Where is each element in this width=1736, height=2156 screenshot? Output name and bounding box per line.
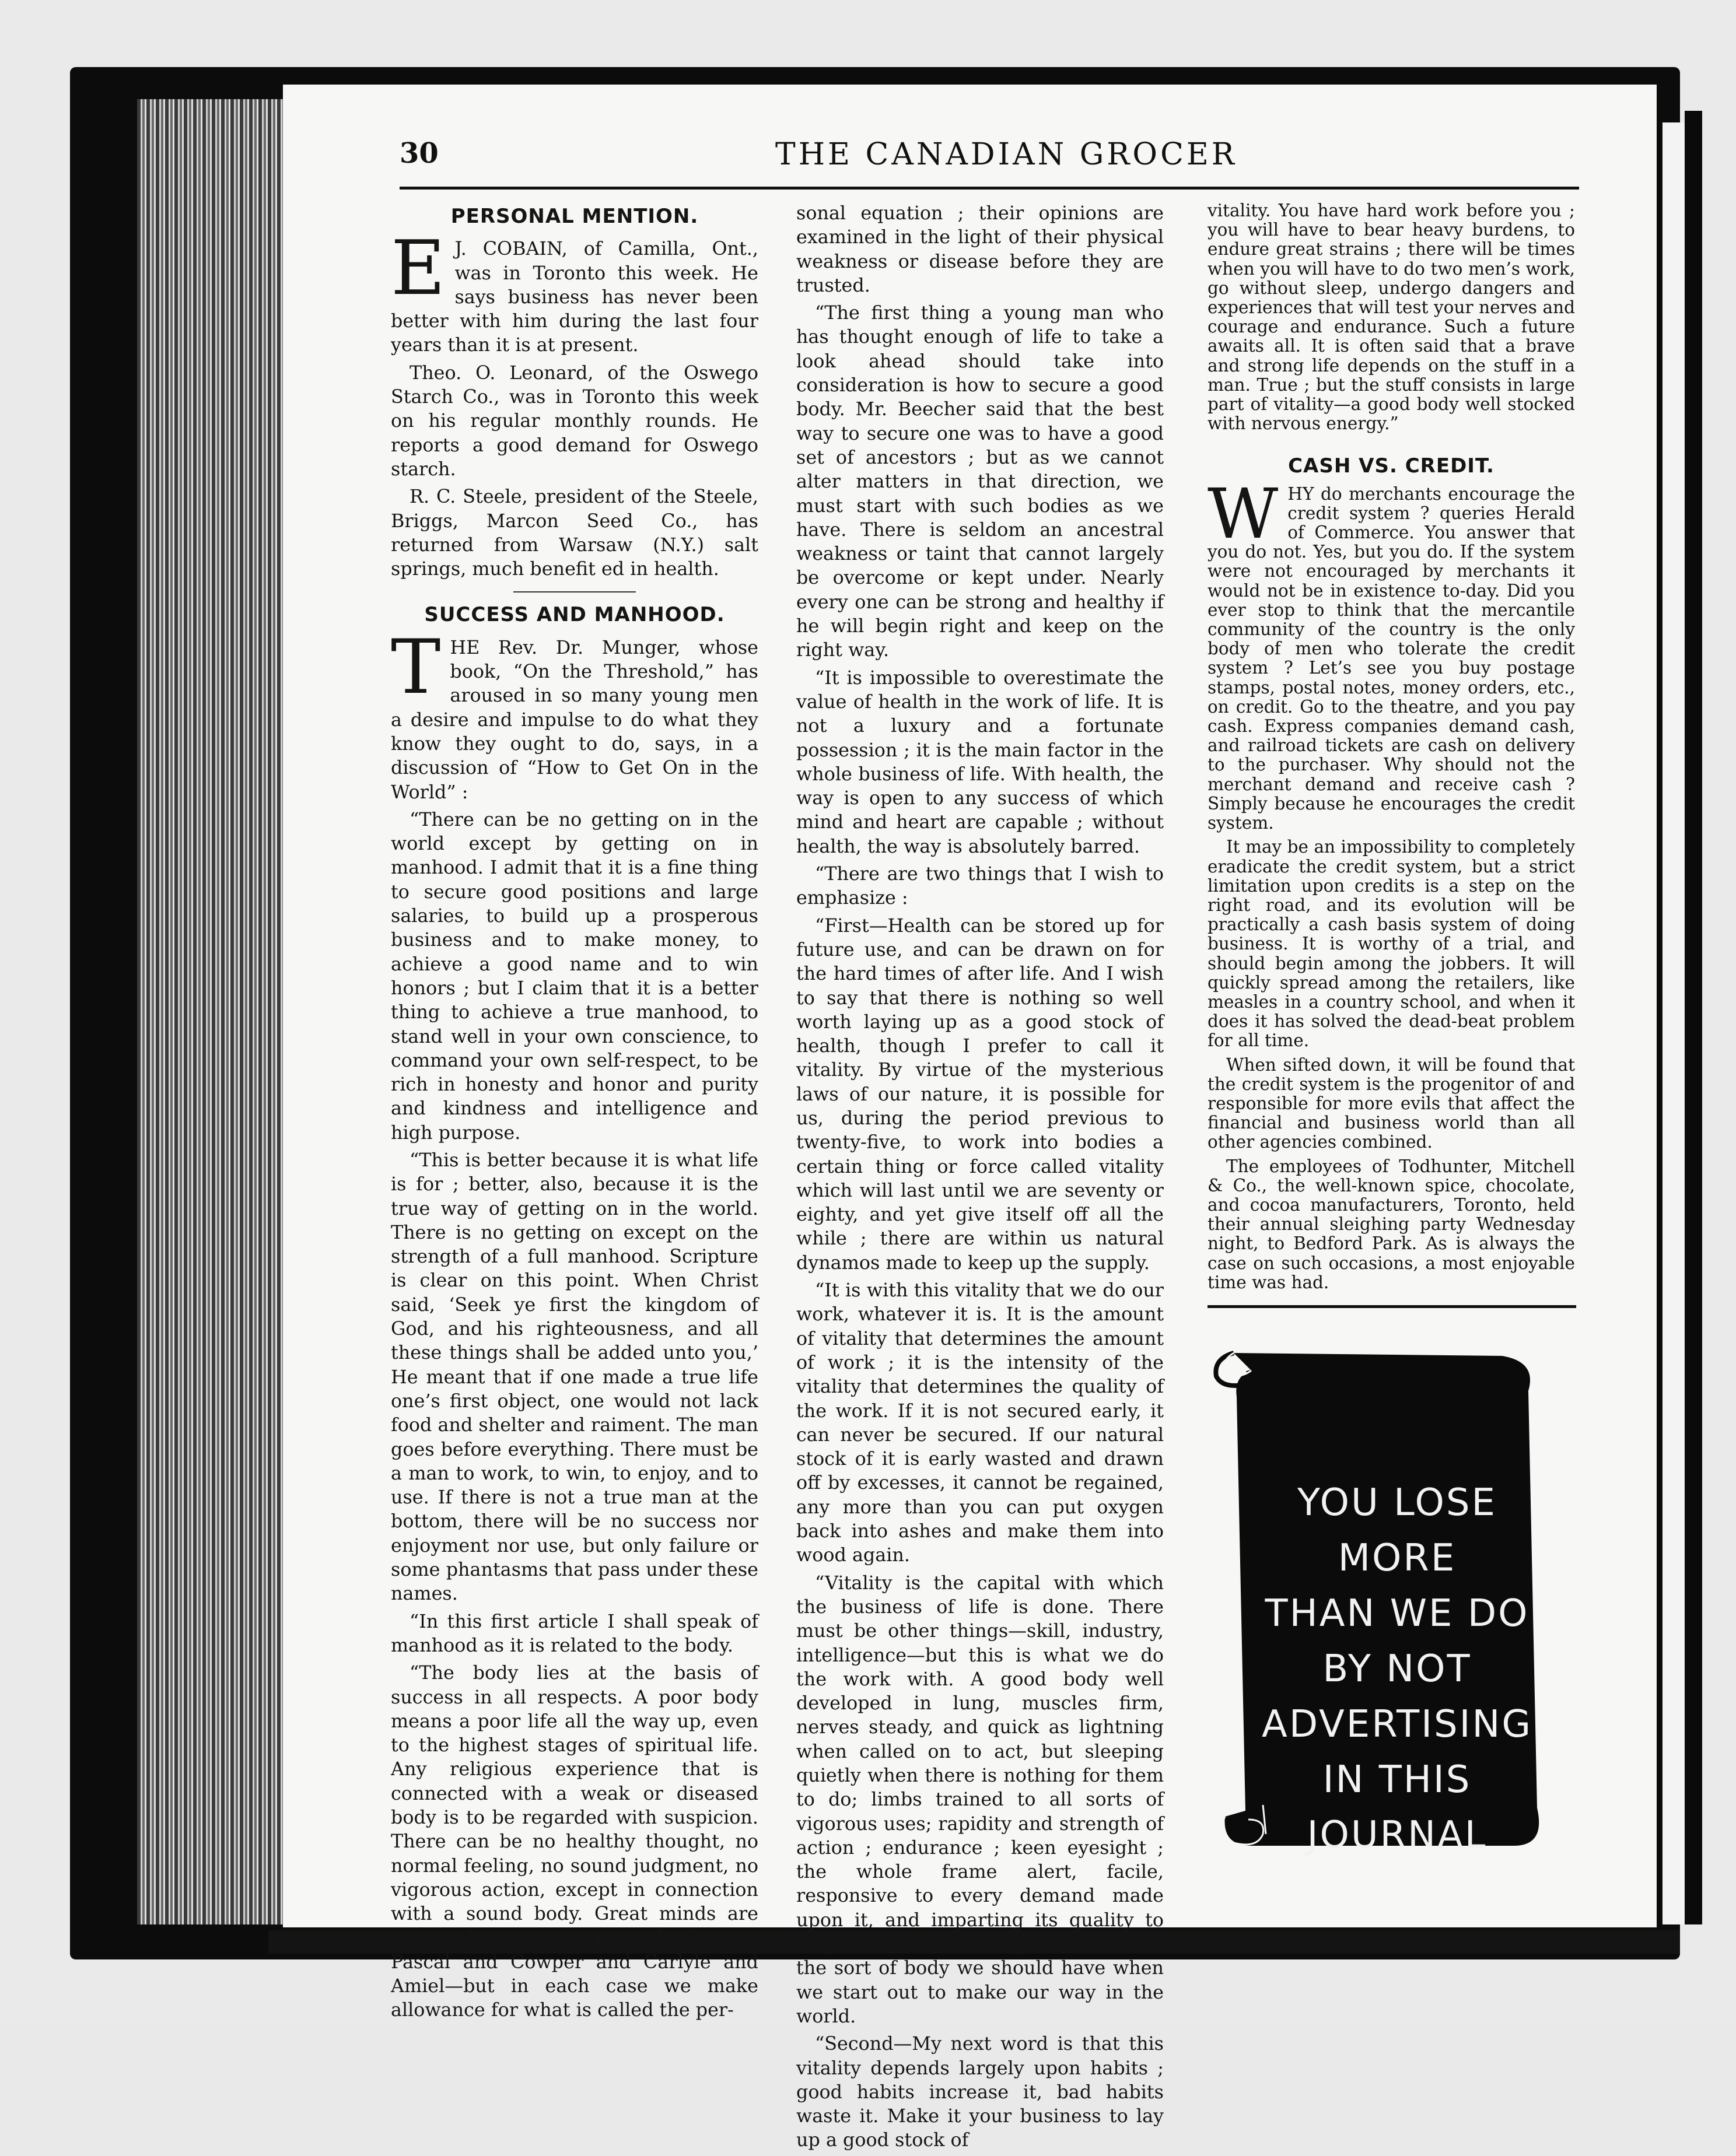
article-paragraph: “First—Health can be stored up for future use, and can be drawn on for the hard times of after life. And I wish to say that there is nothing so well worth laying up as a good stock of health, though I prefer to call it vitality. By virtue of the mysterious laws of our nature, it is possible for us, during the period previous to twenty-five, to work into bodies a certain thing or force called vitality which will last until we are seventy or eighty, and yet give itself off all the while ; there are within us natural dynamos made to keep up the supply. <box>796 914 1164 1274</box>
page-number: 30 <box>400 137 439 170</box>
page-header <box>400 137 1613 184</box>
scroll-advertisement <box>1210 1344 1584 1857</box>
article-paragraph: “The first thing a young man who has thought enough of life to take a look ahead should take into consideration is how to secure a good body. Mr. Beecher said that the best way to secure one was to have a good set of ancestors ; but as we cannot alter matters in that direction, we must start with such bodies as we have. There is seldom an ancestral weakness or taint that cannot largely be overcome or kept under. Nearly every one can be strong and healthy if he will begin right and keep on the right way. <box>796 302 1164 661</box>
drop-cap: E <box>391 225 446 313</box>
personal-mention-heading: PERSONAL MENTION. <box>450 205 699 228</box>
book-page-edges <box>137 99 289 1924</box>
article-paragraph: “Vitality is the capital with which the business of life is done. There must be other things—skill, industry, intelligence—but this is what we do the work with. A good body well developed in lung, muscles firm, nerves steady, and quick as lightning when called on to act, but sleeping quietly when there is nothing for them to do; limbs trained to all sorts of vigorous uses; rapidity and strength of action ; endurance ; keen eyesight ; the whole frame alert, facile, responsive to every demand made upon it, and imparting its quality to step, voice, eye and gesture—this is the sort of body we should have when we start out to make our way in the world. <box>796 1572 1164 2027</box>
facing-page-strip <box>1662 122 1685 1924</box>
article-paragraph: “The body lies at the basis of success in all respects. A poor body means a poor life all the way up, even to the highest stages of spiritual life. Any religious experience that is connected with a weak or diseased body is to be regarded with suspicion. There can be no healthy thought, no normal feeling, no sound judgment, no vigorous action, except in connection with a sound body. Great minds are often shut up in poor bodies—as Pascal and Cowper and Carlyle and Amiel—but in each case we make allowance for what is called the per- <box>391 1662 758 2021</box>
personal-mention-paragraph: R. C. Steele, president of the Steele, Briggs, Marcon Seed Co., has returned from Warsaw (N.Y.) salt springs, much benefit ed in health. <box>391 486 758 580</box>
advertisement-text <box>1240 1475 1555 1863</box>
personal-mention-paragraph: Theo. O. Leonard, of the Oswego Starch Co., was in Toronto this week on his regular monthly rounds. He reports a good demand for Oswego starch. <box>391 362 758 480</box>
article-paragraph: “Second—My next word is that this vitality depends largely upon habits ; good habits increase it, bad habits waste it. Make it your business to lay up a good stock of <box>796 2033 1164 2151</box>
article-paragraph: “This is better because it is what life is for ; better, also, because it is the true way of getting on in the world. There is no getting on except on the strength of a full manhood. Scripture is clear on this point. When Christ said, ‘Seek ye first the kingdom of God, and his righteousness, and all these things shall be added unto you,’ He meant that if one made a true life one’s first object, one would not lack food and shelter and raiment. The man goes before everything. There must be a man to work, to win, to enjoy, and to use. If there is not a true man at the bottom, there will be no success nor enjoyment nor use, but only failure or some phantasms that pass under these names. <box>391 1149 758 1605</box>
drop-cap: W <box>1208 473 1279 554</box>
todhunter-notice: The employees of Todhunter, Mitchell & Co., the well-known spice, chocolate, and cocoa manufacturers, Toronto, held their annual sleighing party Wednesday night, to Bedford Park. As is always the case on such occasions, a most enjoyable time was had. <box>1208 1156 1575 1292</box>
section-rule <box>1208 1305 1576 1308</box>
article-paragraph: “There are two things that I wish to emphasize : <box>796 863 1164 909</box>
cash-credit-heading: CASH VS. CREDIT. <box>1288 454 1494 478</box>
ad-line: IN THIS <box>1322 1758 1472 1801</box>
personal-mention-paragraph: E J. COBAIN, of Camilla, Ont., was in Toronto this week. He says business has never been better with him during the last four years than it is at present. <box>391 225 758 356</box>
article-paragraph: sonal equation ; their opinions are examined in the light of their physical weakness or disease before they are trusted. <box>796 202 1164 296</box>
book-right-edge <box>1685 111 1702 1924</box>
article-paragraph: THE Rev. Dr. Munger, whose book, “On the Threshold,” has aroused in so many young men a desire and impulse to do what they know they ought to do, says, in a discussion of “How to Get On in the World” : <box>391 623 758 803</box>
column-3 <box>1208 201 1575 1308</box>
cash-credit-paragraph: It may be an impossibility to completely eradicate the credit system, but a strict limitation upon credits is a step on the right road, and its evolution will be practically a cash basis system of doing business. It is worthy of a trial, and should begin among the jobbers. It will quickly spread among the retailers, like measles in a country school, and when it does it has solved the dead-beat problem for all time. <box>1208 837 1575 1051</box>
article-paragraph: “In this first article I shall speak of manhood as it is related to the body. <box>391 1610 758 1656</box>
journal-title: THE CANADIAN GROCER <box>775 137 1237 172</box>
cash-credit-paragraph: WHY do merchants encourage the credit system ? queries Herald of Commerce. You answer that you do not. Yes, but you do. If the system were not encouraged by merchants it would not be in existence to-day. Did you ever stop to think that the mercantile community of the country is the only body of men who tolerate the credit system ? Let’s see you buy postage stamps, postal notes, money orders, etc., on credit. Go to the theatre, and you pay cash. Express companies demand cash, and railroad tickets are cash on delivery to the purchaser. Why should not the merchant demand and receive cash ? Simply because he encourages the credit system. <box>1208 473 1575 833</box>
ad-line: THAN WE DO <box>1265 1592 1530 1635</box>
column-2 <box>796 201 1164 2156</box>
ad-line: JOURNAL <box>1307 1814 1488 1857</box>
article-paragraph: “It is impossible to overestimate the value of health in the work of life. It is not a luxury and a fortunate possession ; it is the main factor in the whole business of life. With health, the way is open to any success of which mind and heart are capable ; without health, the way is absolutely barred. <box>796 667 1164 857</box>
newspaper-page <box>283 85 1657 2151</box>
success-manhood-heading: SUCCESS AND MANHOOD. <box>424 603 725 627</box>
article-paragraph: “There can be no getting on in the world except by getting on in manhood. I admit that it is a fine thing to secure good positions and large salaries, to build up a prosperous business and to make money, to achieve a good name and to win honors ; but I claim that it is a better thing to achieve a true manhood, to stand well in your own conscience, to command your own self-respect, to be rich in honesty and honor and purity and kindness and intelligence and high purpose. <box>391 808 758 1144</box>
column-1 <box>391 201 758 2026</box>
ad-line: MORE <box>1338 1537 1457 1580</box>
drop-cap: T <box>391 623 441 711</box>
cash-credit-paragraph: When sifted down, it will be found that the credit system is the progenitor of and responsible for more evils that affect the financial and business world than all other agencies combined. <box>1208 1054 1575 1152</box>
ad-line: ADVERTISING <box>1262 1703 1532 1746</box>
header-rule <box>400 187 1579 190</box>
ad-line: YOU LOSE <box>1297 1481 1497 1524</box>
ad-line: BY NOT <box>1322 1647 1472 1691</box>
section-divider <box>513 591 636 593</box>
article-paragraph: “It is with this vitality that we do our work, whatever it is. It is the amount of vitality that determines the amount of work ; it is the intensity of the vitality that determines the quality of the work. If it is not secured early, it can never be secured. If our natural stock of it is early wasted and drawn off by excesses, it cannot be regained, any more than you can put oxygen back into ashes and make them into wood again. <box>796 1279 1164 1566</box>
article-paragraph: vitality. You have hard work before you ; you will have to bear heavy burdens, to endure great strains ; there will be times when you will have to do two men’s work, go without sleep, undergo dangers and experiences that will test your nerves and courage and endurance. Such a future awaits all. It is often said that a brave and strong life depends on the stuff in a man. True ; but the stuff consists in large part of vitality—a good body well stocked with nervous energy.” <box>1208 201 1575 434</box>
